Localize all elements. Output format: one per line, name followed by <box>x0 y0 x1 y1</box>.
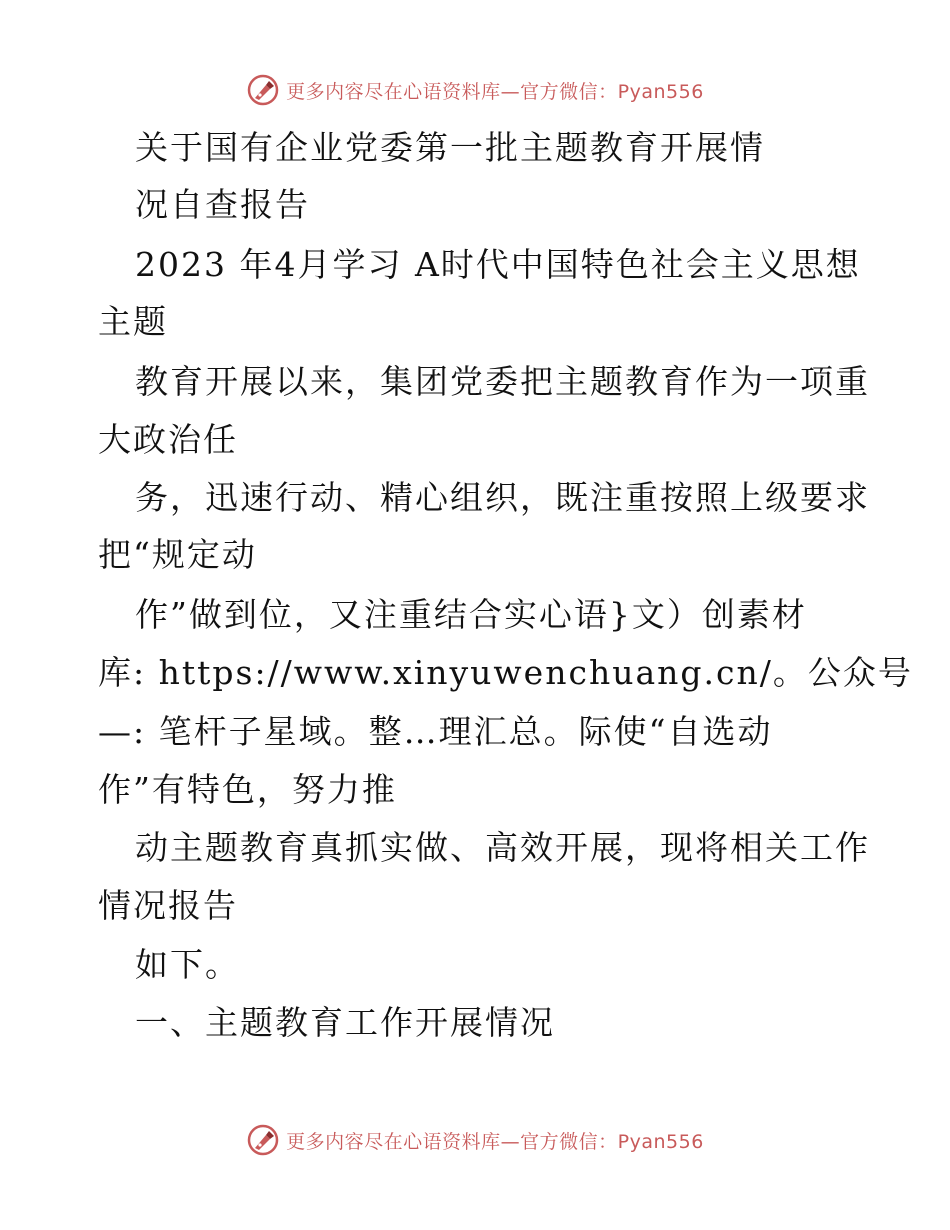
paragraph-line: —: 笔杆子星域。整…理汇总。际使“自选动 <box>98 712 773 751</box>
paragraph-line: 主题 <box>98 302 168 341</box>
paragraph-line: 把“规定动 <box>98 535 257 574</box>
paragraph-line: 作”有特色，努力推 <box>98 770 397 809</box>
watermark-text: 更多内容尽在心语资料库—官方微信：Pyan556 <box>286 1130 704 1153</box>
paragraph-line: 如下。 <box>135 945 240 984</box>
paragraph-line: 作”做到位，又注重结合实心语}文）创素材 <box>135 595 807 634</box>
paragraph-line: 情况报告 <box>98 886 238 925</box>
title-line-2: 况自查报告 <box>135 185 310 224</box>
watermark-header <box>0 70 950 110</box>
paragraph-line: 2023 年4月学习 A时代中国特色社会主义思想 <box>135 245 861 284</box>
pen-nib-logo-icon <box>246 1123 280 1157</box>
paragraph-line: 教育开展以来，集团党委把主题教育作为一项重 <box>135 362 870 401</box>
paragraph-line: 动主题教育真抓实做、高效开展，现将相关工作 <box>135 828 870 867</box>
paragraph-line: 务，迅速行动、精心组织，既注重按照上级要求 <box>135 478 870 517</box>
watermark-text: 更多内容尽在心语资料库—官方微信：Pyan556 <box>286 80 704 103</box>
paragraph-line-url: 库: https://www.xinyuwenchuang.cn/。公众号 <box>98 653 913 692</box>
title-line-1: 关于国有企业党委第一批主题教育开展情 <box>135 128 765 167</box>
pen-nib-logo-icon <box>246 73 280 107</box>
paragraph-line: 大政治任 <box>98 420 238 459</box>
watermark-footer <box>0 1120 950 1160</box>
section-heading: 一、主题教育工作开展情况 <box>135 1003 555 1042</box>
